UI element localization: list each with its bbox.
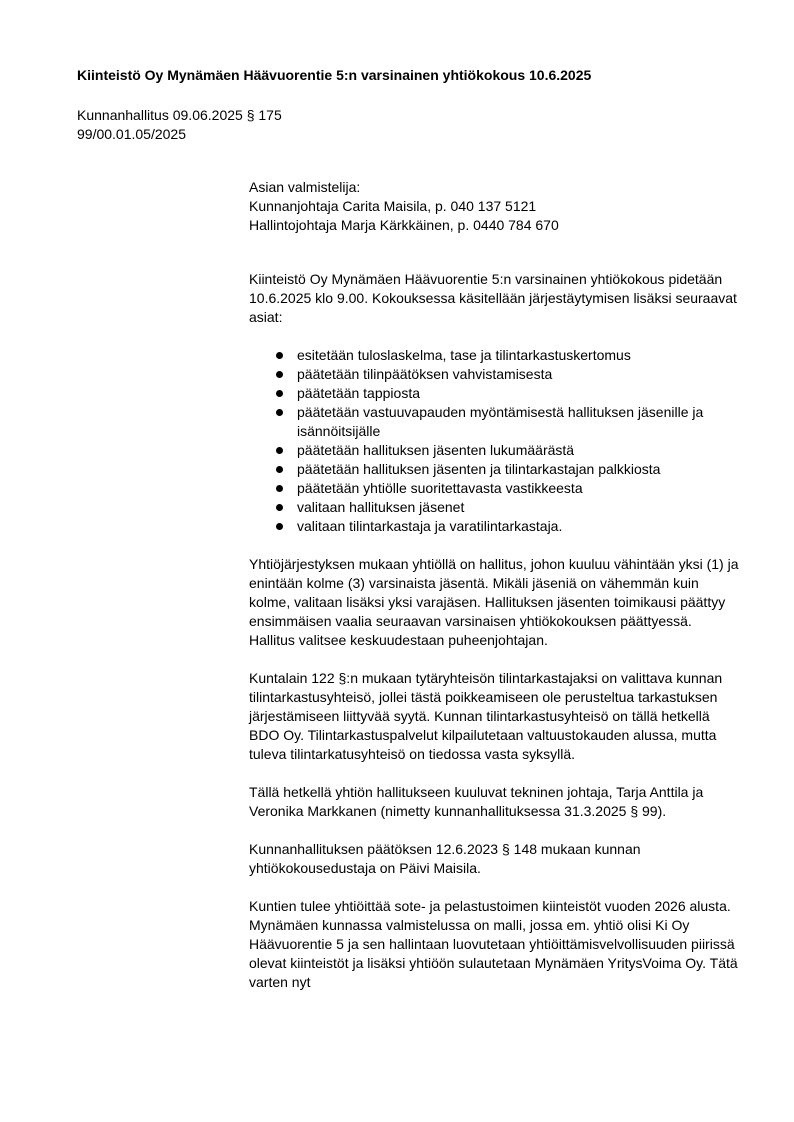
preparer-person-1: Kunnanjohtaja Carita Maisila, p. 040 137 5121 [249, 198, 537, 214]
preparer-person-2: Hallintojohtaja Marja Kärkkäinen, p. 0440 784 670 [249, 217, 559, 233]
bullet-icon [276, 485, 283, 492]
bullet-icon [276, 390, 283, 397]
agenda-item: päätetään tilinpäätöksen vahvistamisesta [249, 365, 741, 384]
agenda-item: esitetään tuloslaskelma, tase ja tilintarkastuskertomus [249, 346, 741, 365]
current-board-paragraph: Tällä hetkellä yhtiön hallitukseen kuuluvat tekninen johtaja, Tarja Anttila ja Veronika Markkanen (nimetty kunnanhallituksessa 31.3.2025 § 99). [249, 784, 704, 819]
agenda-item: päätetään vastuuvapauden myöntämisestä hallituksen jäsenille ja isännöitsijälle [249, 403, 741, 441]
agenda-list [249, 346, 741, 536]
agenda-item: päätetään hallituksen jäsenten ja tilintarkastajan palkkiosta [249, 460, 741, 479]
agenda-item: valitaan hallituksen jäsenet [249, 498, 741, 517]
agenda-item: päätetään yhtiölle suoritettavasta vastikkeesta [249, 479, 741, 498]
bullet-icon [276, 371, 283, 378]
meeting-reference: Kunnanhallitus 09.06.2025 § 175 [77, 107, 282, 123]
case-metadata [77, 106, 282, 144]
bullet-icon [276, 409, 283, 416]
bullet-icon [276, 447, 283, 454]
agenda-item: valitaan tilintarkastaja ja varatilintarkastaja. [249, 517, 741, 536]
representative-paragraph: Kunnanhallituksen päätöksen 12.6.2023 § 148 mukaan kunnan yhtiökokousedustaja on Päivi Maisila. [249, 841, 641, 876]
agenda-item: päätetään tappiosta [249, 384, 741, 403]
case-number: 99/00.01.05/2025 [77, 126, 186, 142]
document-body [249, 178, 741, 1011]
board-composition-paragraph: Yhtiöjärjestyksen mukaan yhtiöllä on hallitus, johon kuuluu vähintään yksi (1) ja enintään kolme (3) varsinaista jäsentä. Mikäli jäseniä on vähemmän kuin kolme, valitaan lisäksi yksi varajäsen. Hallituksen jäsenten toimikausi päättyy ensimmäisen vaalia seuraavan varsinaisen yhtiökokouksen päättyessä. Hallitus valitsee keskuudestaan puheenjohtajan. [249, 556, 739, 648]
preparer-heading: Asian valmistelija: [249, 179, 361, 195]
bullet-icon [276, 523, 283, 530]
document-title: Kiinteistö Oy Mynämäen Häävuorentie 5:n varsinainen yhtiökokous 10.6.2025 [77, 67, 592, 83]
auditor-paragraph: Kuntalain 122 §:n mukaan tytäryhteisön tilintarkastajaksi on valittava kunnan tilintarkastusyhteisö, jollei tästä poikkeamiseen ole perusteltua tarkastuksen järjestämiseen liittyvää syytä. Kunnan tilintarkastusyhteisö on tällä hetkellä BDO Oy. Tilintarkastuspalvelut kilpailutetaan valtuustokauden alussa, mutta tuleva tilintarkatusyhteisö on tiedossa vasta syksyllä. [249, 670, 723, 762]
incorporation-paragraph: Kuntien tulee yhtiöittää sote- ja pelastustoimen kiinteistöt vuoden 2026 alusta. Mynämäen kunnassa valmistelussa on malli, jossa em. yhtiö olisi Ki Oy Häävuorentie 5 ja sen hallintaan luovutetaan yhtiöittämisvelvollisuuden piirissä olevat kiinteistöt ja lisäksi yhtiöön sulautetaan Mynämäen YritysVoima Oy. Tätä varten nyt [249, 898, 738, 990]
bullet-icon [276, 352, 283, 359]
intro-paragraph: Kiinteistö Oy Mynämäen Häävuorentie 5:n varsinainen yhtiökokous pidetään 10.6.2025 klo 9.00. Kokouksessa käsitellään järjestäytymisen lisäksi seuraavat asiat: [249, 271, 737, 325]
preparer-block [249, 178, 741, 235]
bullet-icon [276, 466, 283, 473]
agenda-item: päätetään hallituksen jäsenten lukumäärästä [249, 441, 741, 460]
bullet-icon [276, 504, 283, 511]
